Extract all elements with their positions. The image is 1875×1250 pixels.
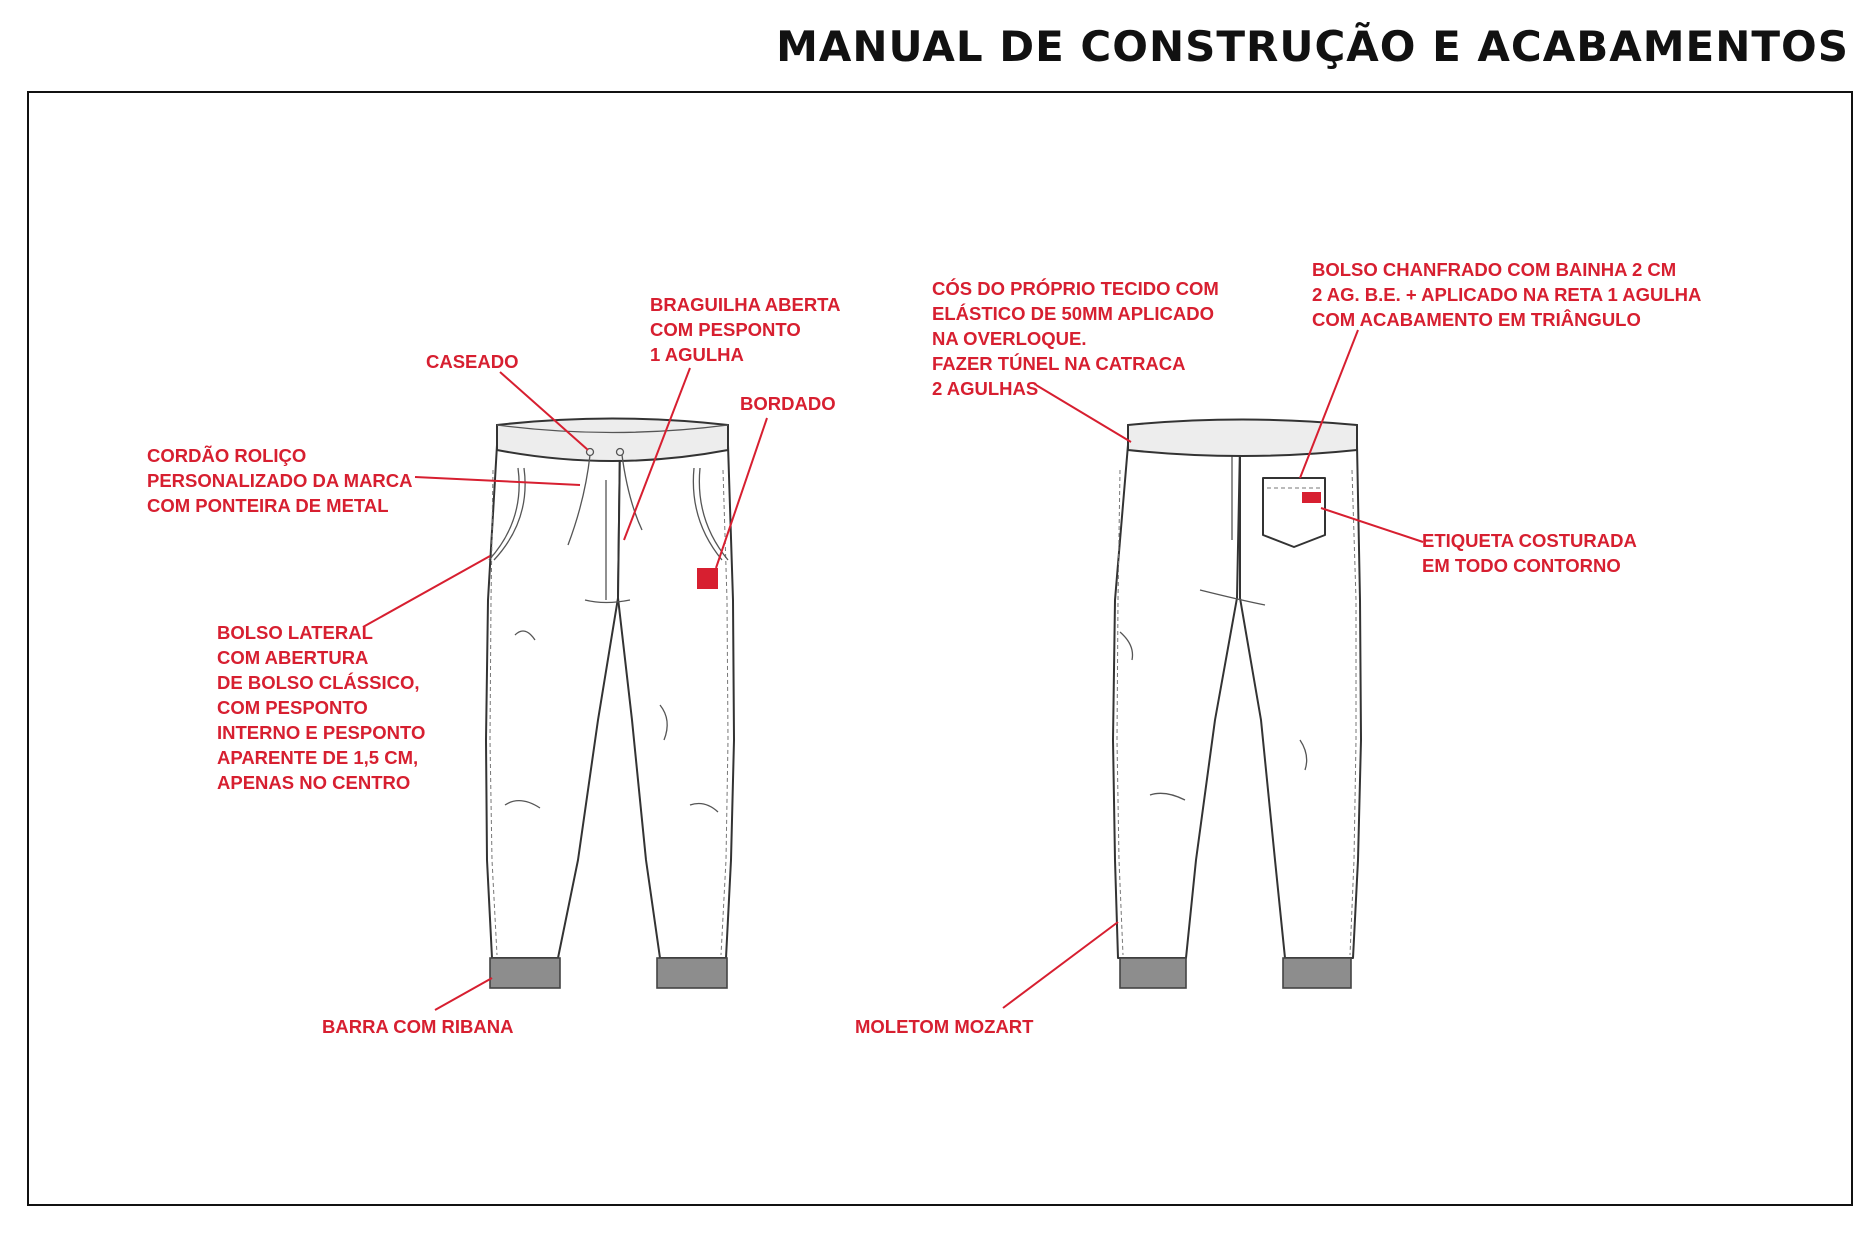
front-waistband xyxy=(497,419,728,462)
leader-moletom xyxy=(1003,922,1118,1008)
back-left-leg xyxy=(1113,445,1240,958)
front-pants xyxy=(486,419,734,989)
label-cordao: CORDÃO ROLIÇO PERSONALIZADO DA MARCA COM PONTEIRA DE METAL xyxy=(147,445,413,516)
front-right-leg xyxy=(618,445,734,958)
label-barra: BARRA COM RIBANA xyxy=(322,1016,514,1037)
label-caseado: CASEADO xyxy=(426,351,519,372)
front-left-cuff xyxy=(490,958,560,988)
back-left-cuff xyxy=(1120,958,1186,988)
back-label xyxy=(1302,492,1321,503)
label-cos: CÓS DO PRÓPRIO TECIDO COM ELÁSTICO DE 50MM APLICADO NA OVERLOQUE. FAZER TÚNEL NA CATRACA 2 AGULHAS xyxy=(932,278,1219,399)
label-moletom: MOLETOM MOZART xyxy=(855,1016,1034,1037)
label-etiqueta: ETIQUETA COSTURADA EM TODO CONTORNO xyxy=(1422,530,1637,576)
leader-bolso-lateral xyxy=(363,556,490,627)
back-right-cuff xyxy=(1283,958,1351,988)
label-bordado: BORDADO xyxy=(740,393,836,414)
label-bolso-chanfrado: BOLSO CHANFRADO COM BAINHA 2 CM 2 AG. B.E. + APLICADO NA RETA 1 AGULHA COM ACABAMENTO EM TRIÂNGULO xyxy=(1312,259,1702,330)
label-bolso-lateral: BOLSO LATERAL COM ABERTURA DE BOLSO CLÁSSICO, COM PESPONTO INTERNO E PESPONTO APARENTE DE 1,5 CM, APENAS NO CENTRO xyxy=(217,622,426,793)
back-patch-pocket xyxy=(1263,478,1325,547)
label-braguilha: BRAGUILHA ABERTA COM PESPONTO 1 AGULHA xyxy=(650,294,841,365)
page-title: MANUAL DE CONSTRUÇÃO E ACABAMENTOS xyxy=(776,22,1849,71)
front-right-cuff xyxy=(657,958,727,988)
back-pants xyxy=(1113,420,1361,989)
back-waistband xyxy=(1128,420,1357,457)
embroidery-patch xyxy=(697,568,718,589)
leader-barra xyxy=(435,978,492,1010)
front-left-leg xyxy=(486,445,620,958)
